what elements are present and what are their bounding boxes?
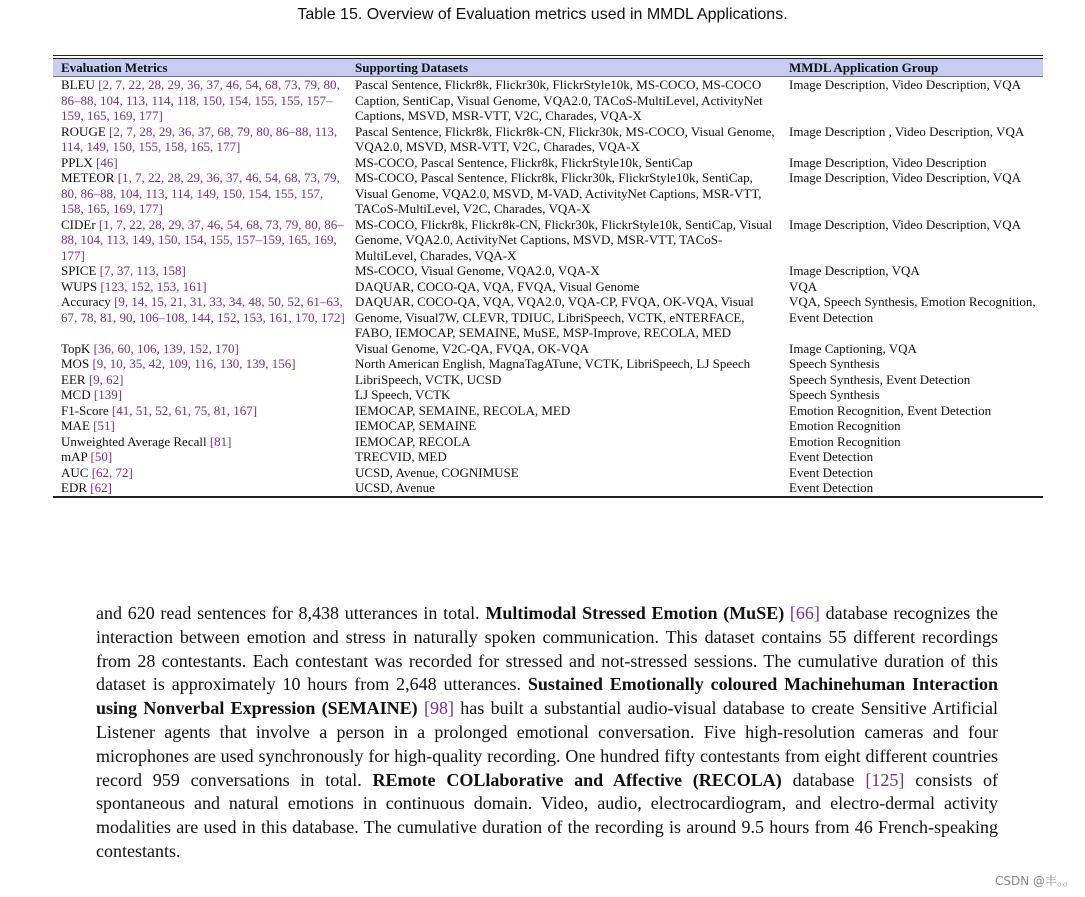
datasets-cell: UCSD, Avenue bbox=[355, 480, 435, 495]
datasets-cell: IEMOCAP, SEMAINE, RECOLA, MED bbox=[355, 402, 571, 418]
citation-list[interactable]: [139] bbox=[93, 387, 123, 402]
datasets-cell: UCSD, Avenue, COGNIMUSE bbox=[355, 464, 519, 480]
group-cell: Image Description, Video Description, VQA bbox=[789, 216, 1021, 232]
metric-cell bbox=[53, 356, 349, 372]
metric-name: ROUGE bbox=[61, 123, 110, 139]
group-cell: VQA bbox=[789, 278, 818, 294]
para-text: database bbox=[781, 769, 866, 790]
citation-list[interactable]: [41, 51, 52, 61, 75, 81, 167] bbox=[111, 402, 258, 418]
group-cell: Image Description, Video Description, VQA bbox=[789, 170, 1021, 185]
group-cell: Speech Synthesis bbox=[789, 387, 880, 402]
metric-name: PPLX bbox=[61, 154, 97, 170]
datasets-cell: DAQUAR, COCO-QA, VQA, FVQA, Visual Genome bbox=[355, 278, 640, 294]
table-row bbox=[53, 279, 1043, 295]
para-text: database recognizes the interaction between emotion and stress in naturally spoken communication. This dataset contains 55 different recordings from 28 contestants. Each contestant was recorded for stressed and not-stressed sessions. The cumulative duration of this dataset is approximately 10 hours from 2,648 utterances. bbox=[96, 603, 998, 695]
group-cell: Image Description , Video Description, VQA bbox=[789, 123, 1025, 139]
metric-name: METEOR bbox=[61, 170, 118, 185]
citation-list[interactable]: [9, 10, 35, 42, 109, 116, 130, 139, 156] bbox=[92, 356, 296, 371]
citation-list[interactable]: [50] bbox=[90, 449, 113, 464]
metric-name: MCD bbox=[61, 387, 94, 402]
datasets-cell: Pascal Sentence, Flickr8k, Flickr8k-CN, Flickr30k, MS-COCO, Visual Genome, VQA2.0, MSVD, MSR-VTT, V2C, Charades, VQA-X bbox=[355, 123, 775, 154]
datasets-cell: IEMOCAP, RECOLA bbox=[355, 433, 471, 449]
citation-link[interactable]: [98] bbox=[417, 698, 454, 719]
group-cell: Emotion Recognition bbox=[789, 418, 901, 433]
datasets-cell: MS-COCO, Pascal Sentence, Flickr8k, FlickrStyle10k, SentiCap bbox=[355, 154, 693, 170]
metric-name: F1-Score bbox=[61, 402, 112, 418]
group-cell: VQA, Speech Synthesis, Emotion Recognition, Event Detection bbox=[789, 294, 1036, 325]
metric-cell bbox=[53, 77, 349, 124]
datasets-cell: LJ Speech, VCTK bbox=[355, 387, 451, 402]
metrics-table bbox=[53, 55, 1043, 498]
citation-list[interactable]: [36, 60, 106, 139, 152, 170] bbox=[93, 340, 239, 356]
citation-list[interactable]: [2, 7, 28, 29, 36, 37, 68, 79, 80, 86–88, 113, 114, 149, 150, 155, 158, 165, 177] bbox=[61, 123, 338, 154]
table-row bbox=[53, 434, 1043, 450]
table-row bbox=[53, 465, 1043, 481]
metric-name: MAE bbox=[61, 418, 94, 433]
metric-cell bbox=[53, 263, 349, 279]
table-header bbox=[53, 58, 1043, 77]
metric-cell bbox=[53, 480, 349, 496]
metric-cell bbox=[53, 418, 349, 434]
table-row bbox=[53, 170, 1043, 217]
datasets-cell: DAQUAR, COCO-QA, VQA, VQA2.0, VQA-CP, FVQA, OK-VQA, Visual Genome, Visual7W, CLEVR, TDIUC, LibriSpeech, VCTK, eNTERFACE, FABO, IEMOCAP, SEMAINE, MuSE, MSP-Improve, RECOLA, MED bbox=[355, 294, 754, 340]
table-row bbox=[53, 387, 1043, 403]
table-row bbox=[53, 403, 1043, 419]
metric-name: SPICE bbox=[61, 263, 100, 278]
metric-cell bbox=[53, 217, 349, 264]
header-metrics: Evaluation Metrics bbox=[61, 60, 168, 75]
header-datasets: Supporting Datasets bbox=[355, 60, 469, 75]
table-row bbox=[53, 155, 1043, 171]
metric-name: EER bbox=[61, 371, 89, 387]
citation-list[interactable]: [9, 14, 15, 21, 31, 33, 34, 48, 50, 52, 61–63, 67, 78, 81, 90, 106–108, 144, 152, 153, 161, 170, 172] bbox=[61, 294, 345, 325]
metric-cell bbox=[53, 294, 349, 341]
citation-list[interactable]: [123, 152, 153, 161] bbox=[100, 278, 207, 294]
metric-name: MOS bbox=[61, 356, 93, 371]
table-body bbox=[53, 77, 1043, 496]
table-row bbox=[53, 356, 1043, 372]
metric-cell bbox=[53, 449, 349, 465]
table-row bbox=[53, 77, 1043, 124]
para-text: and 620 read sentences for 8,438 utterances in total. bbox=[96, 603, 486, 623]
table-row bbox=[53, 418, 1043, 434]
table-row bbox=[53, 480, 1043, 496]
group-cell: Event Detection bbox=[789, 449, 874, 464]
metric-name: BLEU bbox=[61, 77, 99, 92]
datasets-cell: MS-COCO, Pascal Sentence, Flickr8k, Flickr30k, FlickrStyle10k, SentiCap, Visual Genome, VQA2.0, MSVD, M-VAD, ActivityNet Captions, MSR-VTT, TACoS-MultiLevel, V2C, Charades, VQA-X bbox=[355, 170, 762, 216]
body-paragraph bbox=[96, 602, 998, 864]
datasets-cell: North American English, MagnaTagATune, VCTK, LibriSpeech, LJ Speech bbox=[355, 356, 751, 371]
citation-list[interactable]: [81] bbox=[209, 433, 232, 449]
watermark: CSDN @丰。。 bbox=[994, 874, 1075, 888]
citation-link[interactable]: [125] bbox=[865, 769, 905, 790]
datasets-cell: IEMOCAP, SEMAINE bbox=[355, 418, 477, 433]
group-cell: Emotion Recognition bbox=[789, 433, 901, 449]
metric-cell bbox=[53, 279, 349, 295]
citation-list[interactable]: [1, 7, 22, 28, 29, 36, 37, 46, 54, 68, 73, 79, 80, 86–88, 104, 113, 114, 149, 150, 154, 155, 157, 158, 165, 169, 177] bbox=[61, 170, 340, 216]
group-cell: Event Detection bbox=[789, 480, 874, 495]
citation-list[interactable]: [62] bbox=[90, 480, 112, 495]
metric-cell bbox=[53, 341, 349, 357]
metric-name: WUPS bbox=[61, 278, 101, 294]
citation-list[interactable]: [2, 7, 22, 28, 29, 36, 37, 46, 54, 68, 73, 79, 80, 86–88, 104, 113, 114, 118, 150, 154, 155, 155, 157–159, 165, 169, 177] bbox=[61, 77, 340, 123]
metric-cell bbox=[53, 170, 349, 217]
metric-name: mAP bbox=[61, 449, 91, 464]
metric-cell bbox=[53, 465, 349, 481]
table-row bbox=[53, 217, 1043, 264]
table-row bbox=[53, 263, 1043, 279]
group-cell: Image Captioning, VQA bbox=[789, 340, 917, 356]
para-text: consists of spontaneous and natural emotions in continuous domain. Video, audio, electrocardiogram, and electro-dermal activity modalities are used in this database. The cumulative duration of the recording is around 9.5 hours from 46 French-speaking contestants. bbox=[96, 769, 999, 861]
datasets-cell: MS-COCO, Flickr8k, Flickr8k-CN, Flickr30k, FlickrStyle10k, SentiCap, Visual Genome, VQA2.0, ActivityNet Captions, MSVD, MSR-VTT, TACoS-MultiLevel, Charades, VQA-X bbox=[355, 216, 773, 263]
datasets-cell: Pascal Sentence, Flickr8k, Flickr30k, FlickrStyle10k, MS-COCO, MS-COCO Caption, SentiCap, Visual Genome, VQA2.0, TACoS-MultiLevel, ActivityNet Captions, MSVD, MSR-VTT, V2C, Charades, VQA-X bbox=[355, 77, 763, 123]
metric-name: EDR bbox=[61, 480, 91, 495]
metric-name: Unweighted Average Recall bbox=[61, 433, 210, 449]
citation-list[interactable]: [51] bbox=[93, 418, 115, 433]
metric-cell bbox=[53, 372, 349, 388]
table-caption: Table 15. Overview of Evaluation metrics used in MMDL Applications. bbox=[297, 6, 788, 23]
table-row bbox=[53, 372, 1043, 388]
datasets-cell: MS-COCO, Visual Genome, VQA2.0, VQA-X bbox=[355, 263, 600, 278]
table-row bbox=[53, 341, 1043, 357]
datasets-cell: LibriSpeech, VCTK, UCSD bbox=[355, 371, 502, 387]
group-cell: Emotion Recognition, Event Detection bbox=[789, 402, 992, 418]
metric-name: AUC bbox=[61, 464, 92, 480]
table-row bbox=[53, 124, 1043, 155]
datasets-cell: TRECVID, MED bbox=[355, 449, 447, 464]
group-cell: Speech Synthesis bbox=[789, 356, 880, 371]
metric-cell bbox=[53, 124, 349, 155]
dataset-name-muse: Multimodal Stressed Emotion (MuSE) bbox=[485, 603, 785, 623]
group-cell: Image Description, Video Description, VQA bbox=[789, 77, 1021, 92]
group-cell: Image Description, VQA bbox=[789, 263, 920, 278]
citation-list[interactable]: [62, 72] bbox=[91, 464, 133, 480]
para-text: has built a substantial audio-visual database to create Sensitive Artificial Listener agents that involve a person in a prolonged emotional conversation. Five high-resolution cameras and four microphones are used synchronously for high-quality recording. One hundred fifty contestants from eight different countries record 959 conversations in total. bbox=[96, 698, 998, 790]
citation-list[interactable]: [7, 37, 113, 158] bbox=[99, 263, 186, 278]
metric-name: Accuracy bbox=[61, 294, 115, 309]
metric-cell bbox=[53, 434, 349, 450]
group-cell: Speech Synthesis, Event Detection bbox=[789, 371, 971, 387]
metric-name: TopK bbox=[61, 340, 94, 356]
metric-cell bbox=[53, 387, 349, 403]
group-cell: Event Detection bbox=[789, 464, 874, 480]
citation-link[interactable]: [66] bbox=[784, 603, 820, 623]
header-group: MMDL Application Group bbox=[789, 60, 939, 75]
metric-name: CIDEr bbox=[61, 216, 99, 232]
citation-list[interactable]: [1, 7, 22, 28, 29, 37, 46, 54, 68, 73, 79, 80, 86–88, 104, 113, 149, 150, 154, 155, 157–159, 165, 169, 177] bbox=[61, 216, 344, 263]
datasets-cell: Visual Genome, V2C-QA, FVQA, OK-VQA bbox=[355, 340, 590, 356]
table-row bbox=[53, 294, 1043, 341]
citation-list[interactable]: [46] bbox=[96, 154, 118, 170]
citation-list[interactable]: [9, 62] bbox=[88, 371, 124, 387]
metric-cell bbox=[53, 155, 349, 171]
table-row bbox=[53, 449, 1043, 465]
dataset-name-semaine: Sustained Emotionally coloured Machinehuman Interaction using Nonverbal Expression (SEMAINE) bbox=[96, 674, 998, 719]
dataset-name-recola: REmote COLlaborative and Affective (RECOLA) bbox=[372, 769, 782, 790]
metric-cell bbox=[53, 403, 349, 419]
group-cell: Image Description, Video Description bbox=[789, 154, 987, 170]
